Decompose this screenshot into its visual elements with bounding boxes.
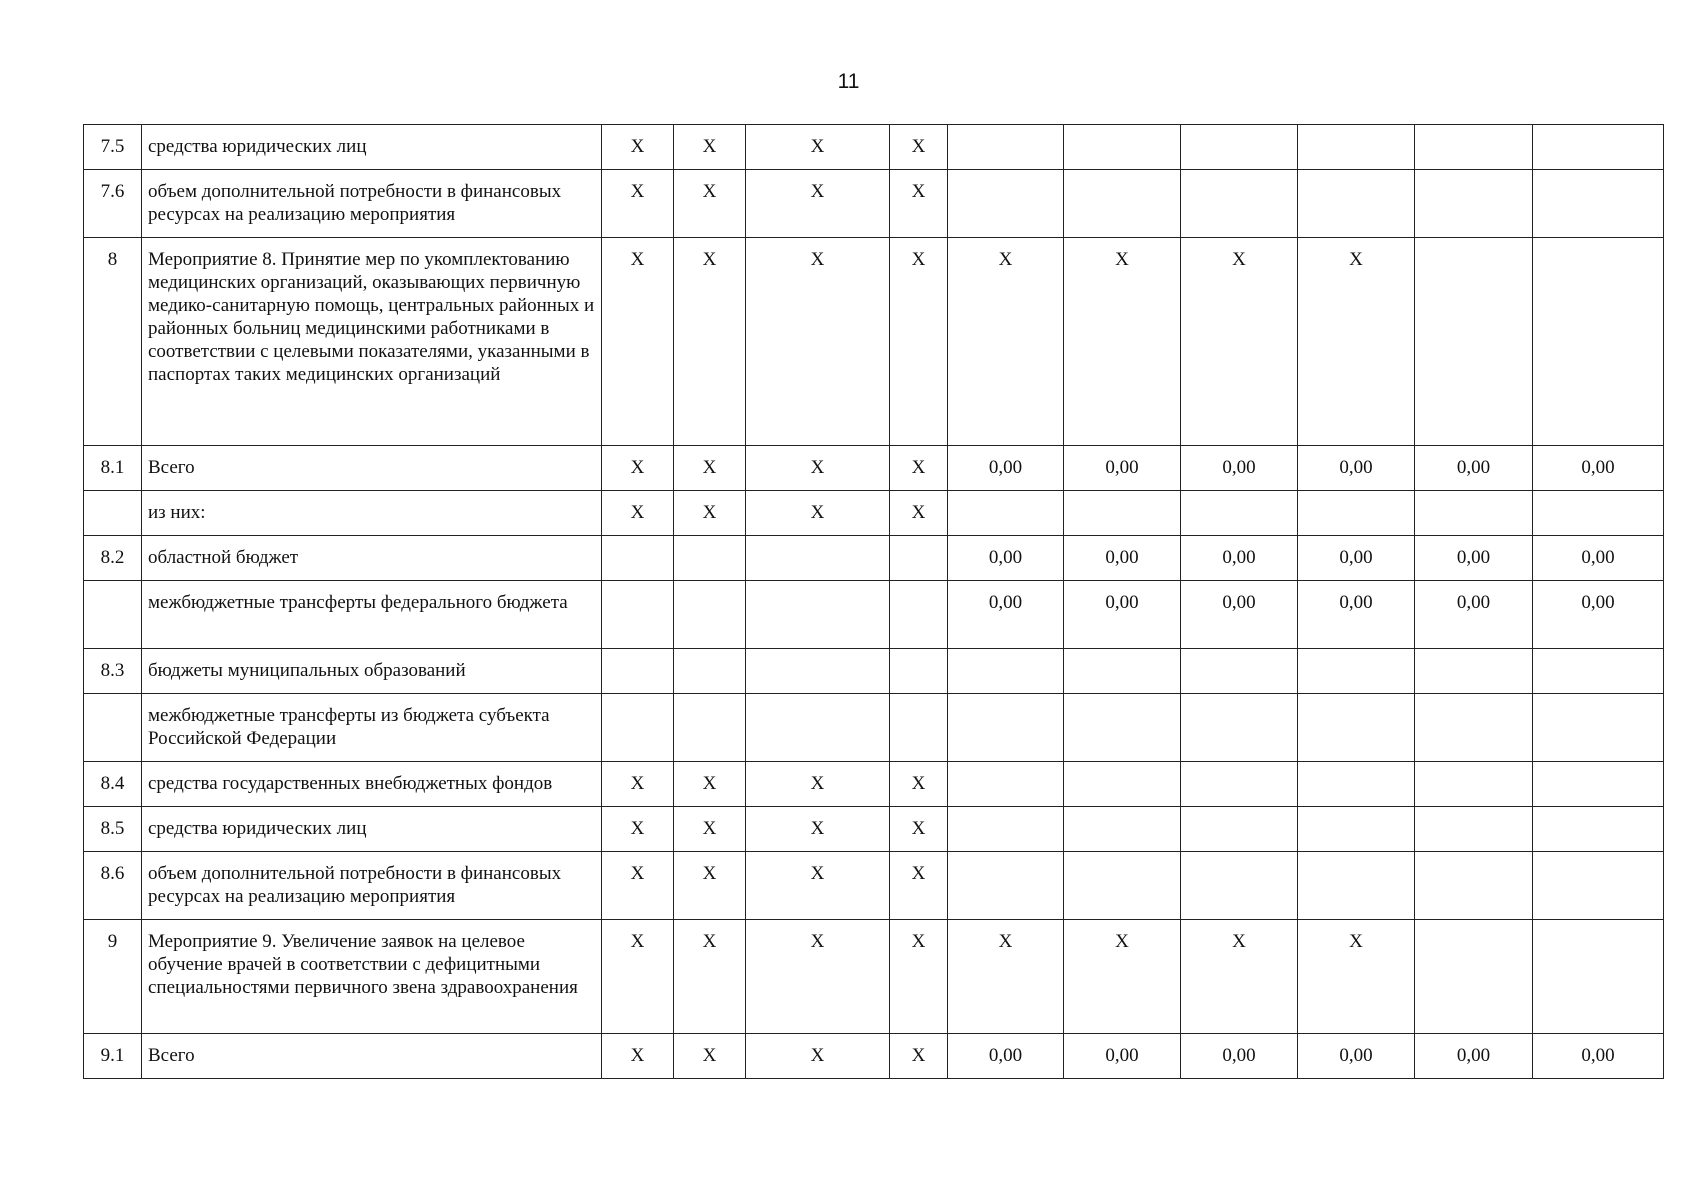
row-description-cell: объем дополнительной потребности в финансовых ресурсах на реализацию мероприятия (142, 852, 602, 920)
row-number-cell: 8 (84, 238, 142, 446)
value-cell-1: X (602, 446, 674, 491)
row-description-cell: бюджеты муниципальных образований (142, 649, 602, 694)
value-cell-2 (674, 536, 746, 581)
value-cell-7: X (1181, 920, 1298, 1034)
value-cell-3 (746, 649, 890, 694)
table-row (84, 536, 1664, 581)
value-cell-5: 0,00 (948, 446, 1064, 491)
value-cell-4: X (890, 238, 948, 446)
value-cell-6: X (1064, 238, 1181, 446)
value-cell-9 (1415, 694, 1533, 762)
value-cell-10 (1533, 694, 1664, 762)
value-cell-9 (1415, 649, 1533, 694)
value-cell-1: X (602, 125, 674, 170)
value-cell-6: 0,00 (1064, 446, 1181, 491)
row-description-cell: Мероприятие 8. Принятие мер по укомплектованию медицинских организаций, оказывающих первичную медико-санитарную помощь, центральных районных и районных больниц медицинскими работниками в соответствии с целевыми показателями, указанными в паспортах таких медицинских организаций (142, 238, 602, 446)
table-row (84, 238, 1664, 446)
value-cell-8 (1298, 694, 1415, 762)
row-description-cell: областной бюджет (142, 536, 602, 581)
value-cell-4: X (890, 852, 948, 920)
value-cell-1: X (602, 807, 674, 852)
value-cell-7: 0,00 (1181, 1034, 1298, 1079)
row-number-cell: 8.1 (84, 446, 142, 491)
value-cell-4 (890, 581, 948, 649)
value-cell-7 (1181, 852, 1298, 920)
value-cell-2: X (674, 491, 746, 536)
value-cell-4: X (890, 125, 948, 170)
value-cell-10 (1533, 852, 1664, 920)
value-cell-7 (1181, 807, 1298, 852)
row-description-cell: средства юридических лиц (142, 807, 602, 852)
row-number-cell (84, 694, 142, 762)
row-description-cell: Всего (142, 1034, 602, 1079)
table-row (84, 694, 1664, 762)
value-cell-6: 0,00 (1064, 581, 1181, 649)
value-cell-9: 0,00 (1415, 536, 1533, 581)
value-cell-9 (1415, 852, 1533, 920)
value-cell-10 (1533, 238, 1664, 446)
value-cell-6 (1064, 170, 1181, 238)
value-cell-10: 0,00 (1533, 446, 1664, 491)
table-row (84, 581, 1664, 649)
row-number-cell: 8.2 (84, 536, 142, 581)
value-cell-2: X (674, 1034, 746, 1079)
budget-table (83, 124, 1664, 1079)
value-cell-2: X (674, 920, 746, 1034)
value-cell-2: X (674, 852, 746, 920)
value-cell-2: X (674, 238, 746, 446)
row-description-cell: из них: (142, 491, 602, 536)
value-cell-9 (1415, 762, 1533, 807)
value-cell-7 (1181, 694, 1298, 762)
value-cell-9 (1415, 170, 1533, 238)
value-cell-7 (1181, 762, 1298, 807)
value-cell-4 (890, 694, 948, 762)
value-cell-3: X (746, 852, 890, 920)
value-cell-6 (1064, 694, 1181, 762)
value-cell-10: 0,00 (1533, 581, 1664, 649)
value-cell-3: X (746, 807, 890, 852)
value-cell-8: 0,00 (1298, 1034, 1415, 1079)
value-cell-9: 0,00 (1415, 446, 1533, 491)
value-cell-7 (1181, 125, 1298, 170)
value-cell-5 (948, 170, 1064, 238)
value-cell-5 (948, 125, 1064, 170)
value-cell-6: 0,00 (1064, 1034, 1181, 1079)
value-cell-6 (1064, 125, 1181, 170)
value-cell-10 (1533, 649, 1664, 694)
value-cell-2 (674, 649, 746, 694)
row-number-cell (84, 581, 142, 649)
value-cell-7: 0,00 (1181, 581, 1298, 649)
value-cell-8 (1298, 807, 1415, 852)
row-description-cell: объем дополнительной потребности в финансовых ресурсах на реализацию мероприятия (142, 170, 602, 238)
value-cell-7: 0,00 (1181, 446, 1298, 491)
table-row (84, 446, 1664, 491)
value-cell-5 (948, 807, 1064, 852)
value-cell-1 (602, 649, 674, 694)
value-cell-5: X (948, 238, 1064, 446)
table-row (84, 125, 1664, 170)
value-cell-3: X (746, 170, 890, 238)
table-row (84, 1034, 1664, 1079)
value-cell-2 (674, 694, 746, 762)
value-cell-8: 0,00 (1298, 581, 1415, 649)
table-row (84, 491, 1664, 536)
table-row (84, 920, 1664, 1034)
value-cell-10: 0,00 (1533, 1034, 1664, 1079)
value-cell-1: X (602, 852, 674, 920)
value-cell-5 (948, 491, 1064, 536)
row-number-cell: 7.6 (84, 170, 142, 238)
value-cell-2 (674, 581, 746, 649)
value-cell-4: X (890, 491, 948, 536)
value-cell-8: X (1298, 920, 1415, 1034)
row-number-cell (84, 491, 142, 536)
row-description-cell: Всего (142, 446, 602, 491)
value-cell-10 (1533, 170, 1664, 238)
value-cell-10 (1533, 920, 1664, 1034)
value-cell-2: X (674, 762, 746, 807)
value-cell-1: X (602, 491, 674, 536)
value-cell-6: X (1064, 920, 1181, 1034)
row-number-cell: 9.1 (84, 1034, 142, 1079)
value-cell-10 (1533, 762, 1664, 807)
value-cell-8: 0,00 (1298, 536, 1415, 581)
value-cell-4 (890, 649, 948, 694)
value-cell-7: 0,00 (1181, 536, 1298, 581)
row-number-cell: 8.4 (84, 762, 142, 807)
value-cell-8 (1298, 491, 1415, 536)
value-cell-4: X (890, 446, 948, 491)
value-cell-3: X (746, 1034, 890, 1079)
value-cell-9 (1415, 807, 1533, 852)
value-cell-10 (1533, 491, 1664, 536)
value-cell-1: X (602, 920, 674, 1034)
value-cell-6 (1064, 491, 1181, 536)
value-cell-5 (948, 649, 1064, 694)
value-cell-5 (948, 762, 1064, 807)
value-cell-8 (1298, 125, 1415, 170)
value-cell-10 (1533, 807, 1664, 852)
value-cell-9 (1415, 238, 1533, 446)
value-cell-4: X (890, 762, 948, 807)
value-cell-2: X (674, 446, 746, 491)
value-cell-3 (746, 536, 890, 581)
value-cell-4 (890, 536, 948, 581)
value-cell-1 (602, 536, 674, 581)
value-cell-3: X (746, 920, 890, 1034)
value-cell-7 (1181, 170, 1298, 238)
value-cell-9 (1415, 491, 1533, 536)
row-description-cell: межбюджетные трансферты из бюджета субъекта Российской Федерации (142, 694, 602, 762)
value-cell-1: X (602, 762, 674, 807)
value-cell-5 (948, 852, 1064, 920)
row-number-cell: 8.6 (84, 852, 142, 920)
table-body (84, 125, 1664, 1079)
table-row (84, 852, 1664, 920)
row-description-cell: межбюджетные трансферты федерального бюджета (142, 581, 602, 649)
value-cell-7 (1181, 491, 1298, 536)
value-cell-5: 0,00 (948, 536, 1064, 581)
value-cell-1 (602, 694, 674, 762)
value-cell-7: X (1181, 238, 1298, 446)
value-cell-8 (1298, 762, 1415, 807)
row-number-cell: 7.5 (84, 125, 142, 170)
value-cell-3 (746, 581, 890, 649)
value-cell-3: X (746, 125, 890, 170)
value-cell-4: X (890, 1034, 948, 1079)
row-number-cell: 8.3 (84, 649, 142, 694)
value-cell-10: 0,00 (1533, 536, 1664, 581)
value-cell-8: X (1298, 238, 1415, 446)
table-row (84, 649, 1664, 694)
value-cell-6 (1064, 649, 1181, 694)
row-description-cell: средства юридических лиц (142, 125, 602, 170)
value-cell-3: X (746, 238, 890, 446)
row-number-cell: 8.5 (84, 807, 142, 852)
value-cell-4: X (890, 920, 948, 1034)
value-cell-1 (602, 581, 674, 649)
value-cell-9: 0,00 (1415, 1034, 1533, 1079)
table-row (84, 807, 1664, 852)
value-cell-8 (1298, 649, 1415, 694)
row-number-cell: 9 (84, 920, 142, 1034)
value-cell-8 (1298, 852, 1415, 920)
value-cell-9 (1415, 920, 1533, 1034)
value-cell-9: 0,00 (1415, 581, 1533, 649)
value-cell-5: X (948, 920, 1064, 1034)
value-cell-3: X (746, 446, 890, 491)
value-cell-7 (1181, 649, 1298, 694)
row-description-cell: средства государственных внебюджетных фондов (142, 762, 602, 807)
row-description-cell: Мероприятие 9. Увеличение заявок на целевое обучение врачей в соответствии с дефицитными специальностями первичного звена здравоохранения (142, 920, 602, 1034)
value-cell-6: 0,00 (1064, 536, 1181, 581)
value-cell-4: X (890, 807, 948, 852)
value-cell-10 (1533, 125, 1664, 170)
page-number: 11 (837, 70, 860, 93)
value-cell-8: 0,00 (1298, 446, 1415, 491)
value-cell-5 (948, 694, 1064, 762)
value-cell-2: X (674, 170, 746, 238)
value-cell-1: X (602, 238, 674, 446)
value-cell-2: X (674, 807, 746, 852)
value-cell-3 (746, 694, 890, 762)
value-cell-8 (1298, 170, 1415, 238)
value-cell-6 (1064, 852, 1181, 920)
value-cell-1: X (602, 1034, 674, 1079)
value-cell-4: X (890, 170, 948, 238)
value-cell-1: X (602, 170, 674, 238)
value-cell-3: X (746, 491, 890, 536)
table-row (84, 170, 1664, 238)
value-cell-5: 0,00 (948, 1034, 1064, 1079)
table-row (84, 762, 1664, 807)
value-cell-5: 0,00 (948, 581, 1064, 649)
value-cell-9 (1415, 125, 1533, 170)
value-cell-6 (1064, 807, 1181, 852)
value-cell-3: X (746, 762, 890, 807)
value-cell-6 (1064, 762, 1181, 807)
value-cell-2: X (674, 125, 746, 170)
